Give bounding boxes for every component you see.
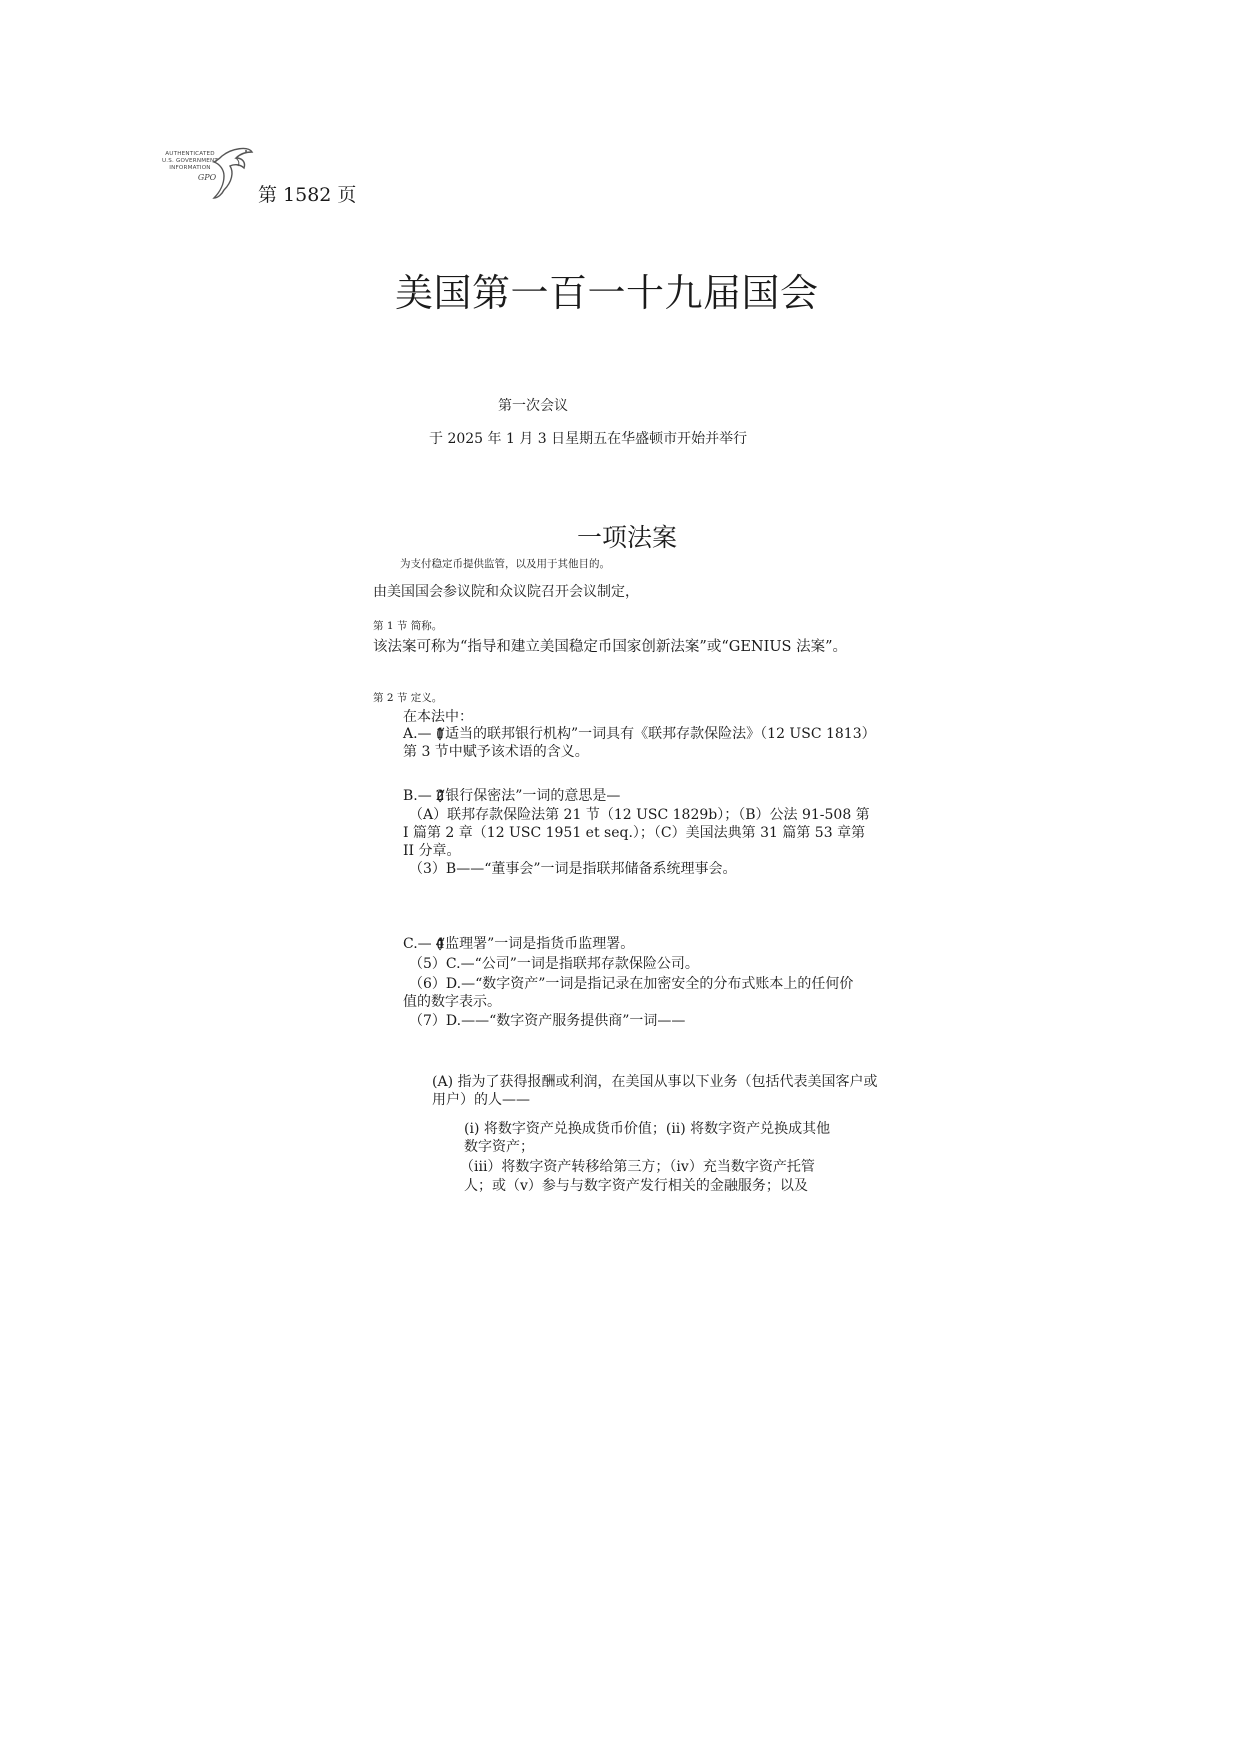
def4-prefix: C.— (403, 936, 437, 952)
convened-statement: 于 2025 年 1 月 3 日星期五在华盛顿市开始并举行 (429, 431, 748, 447)
def1-prefix: A.— (403, 726, 437, 742)
def2-prefix: B.— (403, 788, 437, 804)
def1-text: “适当的联邦银行机构”一词具有《联邦存款保险法》（12 USC 1813） (437, 726, 876, 742)
seal-line-usgov: U.S. GOVERNMENT (161, 158, 219, 164)
def4-marker: (4) (436, 936, 438, 952)
seal-line-information: INFORMATION (169, 165, 211, 171)
enacting-clause: 由美国国会参议院和众议院召开会议制定， (373, 584, 639, 600)
definition-2-line-4: II 分章。 (403, 843, 461, 859)
definition-1-line-1 (403, 723, 876, 743)
definition-4 (403, 933, 634, 953)
definition-7-items-line-2: 数字资产； (464, 1139, 534, 1155)
definition-2-line-1 (403, 785, 620, 805)
section1-text: 该法案可称为“指导和建立美国稳定币国家创新法案”或“GENIUS 法案”。 (373, 639, 847, 655)
definition-7-items-line-4: 人；或（v）参与与数字资产发行相关的金融服务；以及 (464, 1178, 808, 1194)
congress-title: 美国第一百一十九届国会 (395, 271, 819, 315)
definition-7-items-line-3: （iii）将数字资产转移给第三方；（iv）充当数字资产托管 (460, 1159, 815, 1175)
definition-7-sub-a-line-2: 用户）的人—— (432, 1092, 530, 1108)
act-heading: 一项法案 (577, 523, 678, 552)
section2-heading: 第 2 节 定义。 (373, 692, 443, 704)
definition-6-line-2: 值的数字表示。 (403, 994, 501, 1010)
eagle-seal-icon (152, 146, 256, 200)
seal-line-gpo: GPO (197, 173, 217, 182)
act-purpose: 为支付稳定币提供监管，以及用于其他目的。 (400, 558, 610, 570)
definition-7-sub-a-line-1: (A) 指为了获得报酬或利润，在美国从事以下业务（包括代表美国客户或 (432, 1074, 878, 1090)
section1-heading: 第 1 节 简称。 (373, 620, 443, 632)
definition-3: （3）B——“董事会”一词是指联邦储备系统理事会。 (409, 861, 737, 877)
page-number: 第 1582 页 (258, 184, 357, 206)
def2-marker: (2) (436, 788, 439, 804)
section2-intro: 在本法中： (403, 709, 473, 725)
definition-7-line-1: （7）D.——“数字资产服务提供商”一词—— (409, 1013, 686, 1029)
session-label: 第一次会议 (498, 398, 568, 414)
definition-7-items-line-1: (i) 将数字资产兑换成货币价值；(ii) 将数字资产兑换成其他 (464, 1121, 831, 1137)
definition-2-line-3: I 篇第 2 章（12 USC 1951 et seq.）；（C）美国法典第 31 篇第 53 章第 (403, 825, 866, 841)
def2-text: “银行保密法”一词的意思是— (438, 788, 621, 804)
definition-6-line-1: （6）D.—“数字资产”一词是指记录在加密安全的分布式账本上的任何价 (409, 976, 854, 992)
gpo-authentication-seal (152, 146, 256, 200)
definition-5: （5）C.—“公司”一词是指联邦存款保险公司。 (409, 956, 699, 972)
def1-marker: (1) (436, 726, 438, 742)
def4-text: “监理署”一词是指货币监理署。 (437, 936, 635, 952)
definition-2-line-2: （A）联邦存款保险法第 21 节（12 USC 1829b）；（B）公法 91-508 第 (409, 807, 870, 823)
definition-1-line-2: 第 3 节中赋予该术语的含义。 (403, 744, 589, 760)
seal-line-authenticated: AUTHENTICATED (165, 151, 215, 157)
